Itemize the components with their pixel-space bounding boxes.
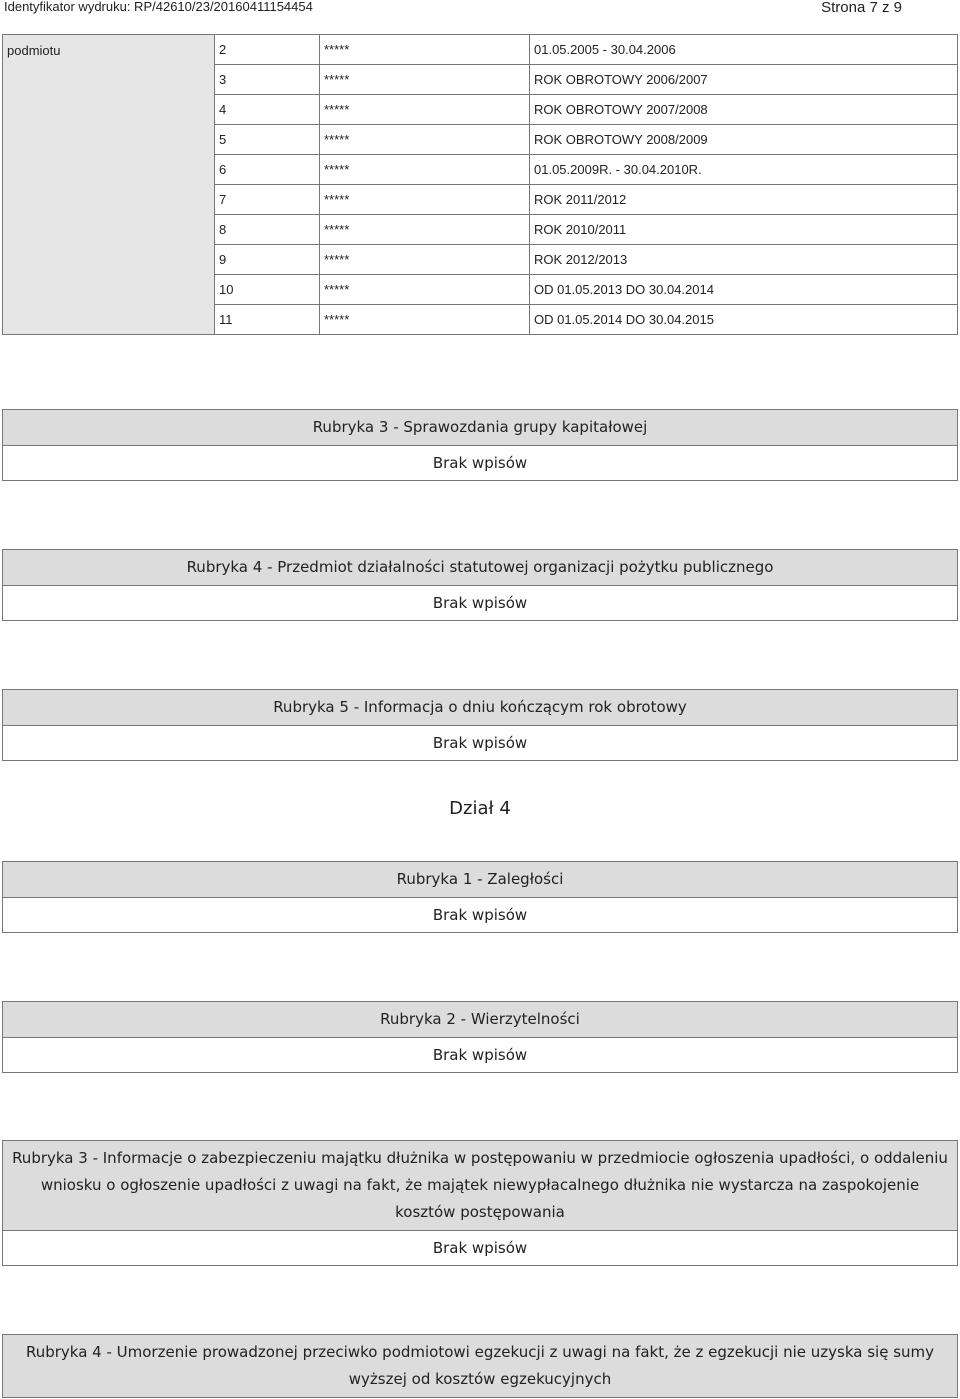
section-dzial4-rubryka-1 [2,861,958,933]
entry-mask: ***** [320,275,530,305]
section-rubryka-4 [2,549,958,621]
section-dzial4-rubryka-3 [2,1140,958,1266]
entry-number: 4 [215,95,320,125]
entry-value: OD 01.05.2013 DO 30.04.2014 [530,275,958,305]
entry-number: 5 [215,125,320,155]
print-identifier: Identyfikator wydruku: RP/42610/23/20160411154454 [4,0,313,14]
section-title: Rubryka 4 - Umorzenie prowadzonej przeciwko podmiotowi egzekucji z uwagi na fakt, że z egzekucji nie uzyska się sumy wyższej od kosztów egzekucyjnych [3,1335,957,1398]
entry-value: ROK OBROTOWY 2007/2008 [530,95,958,125]
section-empty-note: Brak wpisów [432,594,528,612]
entry-value: OD 01.05.2014 DO 30.04.2015 [530,305,958,335]
division-heading: Dział 4 [449,798,511,819]
entry-number: 11 [215,305,320,335]
entry-value: ROK 2012/2013 [530,245,958,275]
entry-mask: ***** [320,215,530,245]
entry-mask: ***** [320,305,530,335]
entry-mask: ***** [320,125,530,155]
section-title: Rubryka 3 - Sprawozdania grupy kapitałowej [3,410,957,446]
section-title: Rubryka 2 - Wierzytelności [3,1002,957,1038]
entry-number: 2 [215,35,320,65]
entry-number: 8 [215,215,320,245]
section-empty-note: Brak wpisów [432,906,528,924]
page-number: Strona 7 z 9 [821,0,902,16]
section-dzial4-rubryka-4 [2,1334,958,1398]
entry-value: ROK 2010/2011 [530,215,958,245]
entry-mask: ***** [320,185,530,215]
entry-number: 3 [215,65,320,95]
entry-value: ROK OBROTOWY 2008/2009 [530,125,958,155]
entry-value: ROK OBROTOWY 2006/2007 [530,65,958,95]
section-empty-note: Brak wpisów [432,1239,528,1257]
history-table [2,34,958,335]
entry-mask: ***** [320,65,530,95]
entry-number: 6 [215,155,320,185]
section-dzial4-rubryka-2 [2,1001,958,1073]
section-rubryka-5 [2,689,958,761]
section-empty-note: Brak wpisów [432,734,528,752]
entry-mask: ***** [320,155,530,185]
entry-value: 01.05.2009R. - 30.04.2010R. [530,155,958,185]
entry-mask: ***** [320,35,530,65]
page-header [0,0,960,20]
entry-value: 01.05.2005 - 30.04.2006 [530,35,958,65]
section-rubryka-3 [2,409,958,481]
row-label: podmiotu [3,35,215,335]
section-title: Rubryka 1 - Zaległości [3,862,957,898]
entry-value: ROK 2011/2012 [530,185,958,215]
entry-mask: ***** [320,95,530,125]
section-title: Rubryka 4 - Przedmiot działalności statutowej organizacji pożytku publicznego [3,550,957,586]
section-title: Rubryka 3 - Informacje o zabezpieczeniu majątku dłużnika w postępowaniu w przedmiocie ogłoszenia upadłości, o oddaleniu wniosku o ogłoszenie upadłości z uwagi na fakt, że majątek niewypłacalnego dłużnika nie wystarcza na zaspokojenie kosztów postępowania [3,1141,957,1231]
entry-number: 9 [215,245,320,275]
table-row [3,35,958,65]
entry-number: 10 [215,275,320,305]
entry-number: 7 [215,185,320,215]
section-title: Rubryka 5 - Informacja o dniu kończącym rok obrotowy [3,690,957,726]
entry-mask: ***** [320,245,530,275]
section-empty-note: Brak wpisów [432,1046,528,1064]
section-empty-note: Brak wpisów [432,454,528,472]
